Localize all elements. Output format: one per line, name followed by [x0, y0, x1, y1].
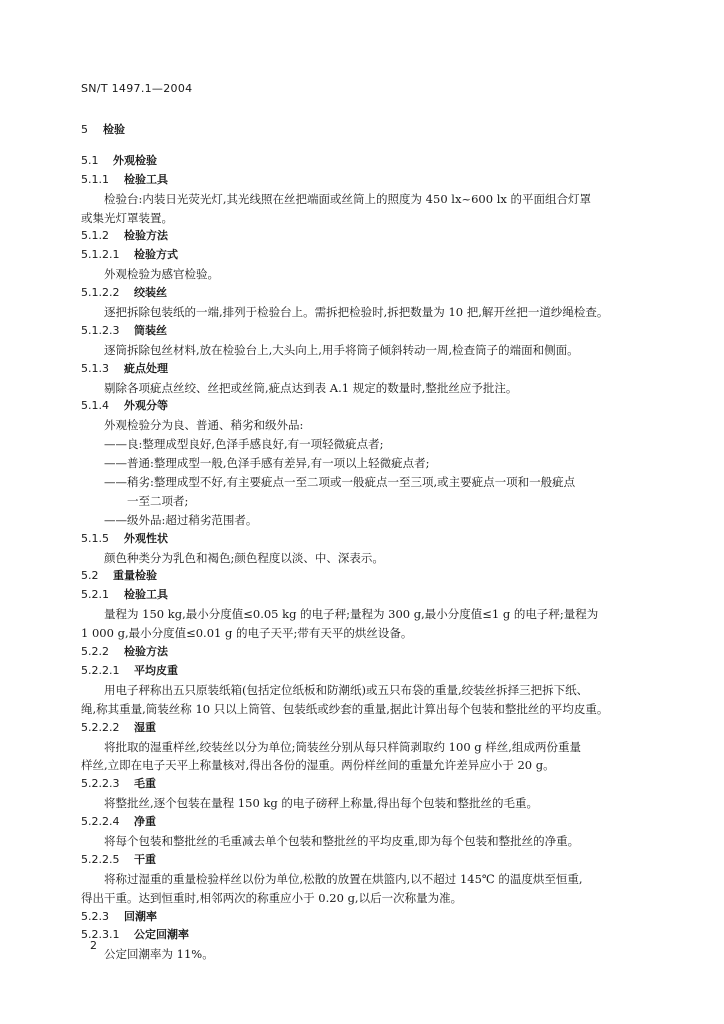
section-number: 5.2.2.5: [81, 852, 120, 866]
section-number: 5.1.3: [81, 361, 109, 375]
section-heading: [81, 360, 661, 379]
paragraph-line: 量程为 150 kg,最小分度值≤0.05 kg 的电子秤;量程为 300 g,最小分度值≤1 g 的电子秤;量程为: [104, 607, 599, 622]
section-title: 湿重: [134, 720, 156, 734]
section-heading: [81, 908, 661, 927]
section-title: 筒装丝: [134, 323, 167, 337]
standard-number-header: SN/T 1497.1—2004: [81, 82, 193, 95]
section-title: 检验工具: [124, 588, 168, 602]
section-number: 5.2.2.1: [81, 663, 120, 677]
paragraph-line: 将批取的湿重样丝,绞装丝以分为单位;筒装丝分别从每只样筒剥取约 100 g 样丝,组成两份重量: [104, 739, 581, 754]
section-heading: [81, 662, 661, 681]
section-title: 公定回潮率: [134, 928, 189, 942]
section-heading: [81, 719, 661, 738]
paragraph-line: 将整批丝,逐个包装在量程 150 kg 的电子磅秤上称量,得出每个包装和整批丝的毛重。: [104, 796, 539, 811]
section-heading: [81, 121, 661, 140]
section-title: 平均皮重: [134, 663, 178, 677]
section-number: 5.2.2.3: [81, 777, 120, 791]
section-number: 5.1.5: [81, 531, 109, 545]
section-title: 绞装丝: [134, 286, 167, 300]
section-title: 外观性状: [124, 531, 168, 545]
paragraph-line: 将每个包装和整批丝的毛重减去单个包装和整批丝的平均皮重,即为每个包装和整批丝的净重。: [104, 833, 580, 848]
paragraph-line: 样丝,立即在电子天平上称量核对,得出各份的湿重。两份样丝间的重量允许差异应小于 20 g。: [81, 758, 555, 773]
paragraph-line: 一至二项者;: [127, 493, 189, 508]
section-number: 5.2.3.1: [81, 928, 120, 942]
section-number: 5.1.4: [81, 399, 109, 413]
section-title: 检验工具: [124, 172, 168, 186]
section-number: 5.1.2: [81, 229, 109, 243]
section-title: 检验方式: [134, 248, 178, 262]
section-title: 净重: [134, 815, 156, 829]
paragraph-line: 检验台:内装日光荧光灯,其光线照在丝把端面或丝筒上的照度为 450 lx~600 lx 的平面组合灯罩: [104, 191, 592, 206]
paragraph-line: 逐把拆除包装纸的一端,排列于检验台上。需拆把检验时,拆把数量为 10 把,解开丝把一道纱绳检查。: [104, 305, 609, 320]
section-heading: [81, 152, 661, 171]
section-title: 检验方法: [124, 229, 168, 243]
paragraph-line: ——良:整理成型良好,色泽手感良好,有一项轻微疵点者;: [104, 437, 384, 452]
section-heading: [81, 567, 661, 586]
paragraph-line: 剔除各项疵点丝绞、丝把或丝筒,疵点达到表 A.1 规定的数量时,整批丝应予批注。: [104, 380, 518, 395]
paragraph-line: 1 000 g,最小分度值≤0.01 g 的电子天平;带有天平的烘丝设备。: [81, 626, 413, 641]
paragraph-line: ——普通:整理成型一般,色泽手感有差异,有一项以上轻微疵点者;: [104, 456, 430, 471]
paragraph-line: 用电子秤称出五只原装纸箱(包括定位纸板和防潮纸)或五只布袋的重量,绞装丝拆择三把拆下纸、: [104, 682, 589, 697]
section-number: 5.2: [81, 569, 99, 583]
section-heading: [81, 643, 661, 662]
section-heading: [81, 530, 661, 549]
section-number: 5.1.2.3: [81, 323, 120, 337]
paragraph-line: ——级外品:超过稍劣范围者。: [104, 512, 258, 527]
document-body: [81, 121, 661, 964]
section-number: 5.1: [81, 153, 99, 167]
paragraph-line: ——稍劣:整理成型不好,有主要疵点一至二项或一般疵点一至三项,或主要疵点一项和一般疵点: [104, 475, 576, 490]
section-number: 5.2.2: [81, 645, 109, 659]
section-heading: [81, 246, 661, 265]
paragraph-line: 或集光灯罩装置。: [81, 210, 173, 225]
section-title: 干重: [134, 852, 156, 866]
section-number: 5.1.2.2: [81, 286, 120, 300]
section-heading: [81, 322, 661, 341]
section-title: 毛重: [134, 777, 156, 791]
section-title: 疵点处理: [124, 361, 168, 375]
section-title: 回潮率: [124, 909, 157, 923]
paragraph-line: 外观检验为感官检验。: [104, 267, 219, 282]
section-heading: [81, 227, 661, 246]
section-number: 5.1.2.1: [81, 248, 120, 262]
section-number: 5.1.1: [81, 172, 109, 186]
section-number: 5: [81, 123, 88, 136]
section-spacer: [81, 140, 661, 152]
section-title: 外观检验: [113, 153, 157, 167]
section-number: 5.2.2.2: [81, 720, 120, 734]
paragraph-line: 将称过湿重的重量检验样丝以份为单位,松散的放置在烘篮内,以不超过 145℃ 的温度烘至恒重,: [104, 871, 583, 886]
section-heading: [81, 926, 661, 945]
paragraph-line: 颜色种类分为乳色和褐色;颜色程度以淡、中、深表示。: [104, 550, 384, 565]
section-number: 5.2.3: [81, 909, 109, 923]
section-number: 5.2.2.4: [81, 815, 120, 829]
section-heading: [81, 171, 661, 190]
section-heading: [81, 851, 661, 870]
section-title: 检验方法: [124, 645, 168, 659]
section-heading: [81, 284, 661, 303]
section-heading: [81, 775, 661, 794]
paragraph-line: 外观检验分为良、普通、稍劣和级外品:: [104, 418, 304, 433]
paragraph-line: 得出干重。达到恒重时,相邻两次的称重应小于 0.20 g,以后一次称量为准。: [81, 890, 463, 905]
paragraph-line: 逐筒拆除包丝材料,放在检验台上,大头向上,用手将筒子倾斜转动一周,检查筒子的端面和侧面。: [104, 342, 579, 357]
section-heading: [81, 586, 661, 605]
section-heading: [81, 813, 661, 832]
paragraph-line: 公定回潮率为 11%。: [104, 947, 214, 962]
section-title: 检验: [103, 123, 125, 136]
section-heading: [81, 397, 661, 416]
section-number: 5.2.1: [81, 588, 109, 602]
section-title: 重量检验: [113, 569, 157, 583]
paragraph-line: 绳,称其重量,筒装丝称 10 只以上筒管、包装纸或纱套的重量,据此计算出每个包装和整批丝的平均皮重。: [81, 701, 609, 716]
page-number: 2: [90, 939, 97, 952]
section-title: 外观分等: [124, 399, 168, 413]
